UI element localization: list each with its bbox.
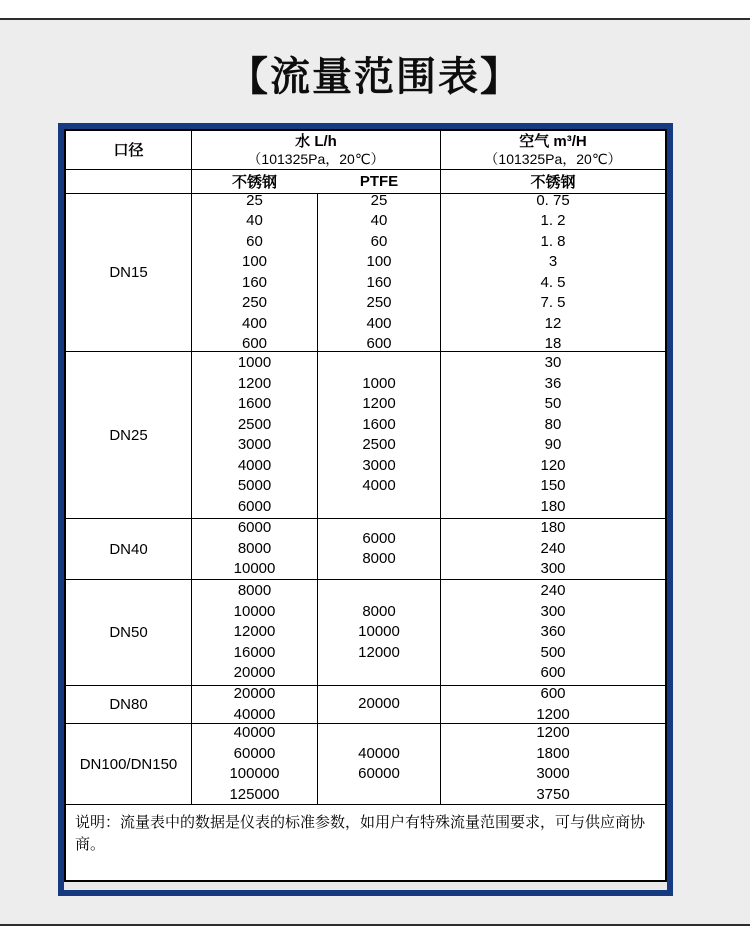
value: 7. 5	[540, 294, 566, 311]
value: 1. 2	[540, 212, 566, 229]
value: 1200	[536, 724, 570, 741]
ptfe-values	[318, 352, 440, 518]
ptfe-values	[318, 724, 440, 804]
table-row-dn50	[66, 580, 665, 686]
value: 80	[544, 415, 562, 433]
table-row-dn15	[66, 191, 665, 352]
value: 40	[246, 212, 263, 229]
value: 30	[544, 354, 562, 371]
value: 600	[241, 335, 268, 352]
value: 1000	[237, 354, 272, 371]
water-stainless-cell	[191, 191, 317, 352]
page-background	[0, 18, 750, 926]
header-air-condition: （101325Pa，20℃）	[484, 151, 622, 167]
value: 60000	[233, 744, 276, 762]
value: 1600	[237, 395, 272, 412]
ptfe-cell	[317, 686, 440, 723]
water-stainless-cell	[191, 352, 317, 518]
value: 125000	[229, 785, 280, 803]
value: 20000	[233, 685, 276, 702]
header-water-group	[191, 131, 440, 169]
dn-label: DN80	[109, 696, 148, 713]
value: 10000	[233, 602, 276, 620]
value: 2500	[237, 415, 272, 433]
page-title: 【流量范围表】	[228, 55, 522, 99]
value: 240	[540, 582, 566, 600]
value: 8000	[362, 550, 396, 567]
water-stainless-cell	[191, 724, 317, 804]
dn-cell	[66, 519, 191, 579]
value: 1600	[362, 415, 396, 433]
value: 36	[544, 374, 562, 392]
value: 6000	[362, 529, 396, 547]
value: 160	[241, 273, 268, 291]
value: 360	[540, 623, 566, 641]
air-stainless-values	[441, 724, 665, 804]
value: 40000	[358, 744, 400, 762]
value: 3000	[536, 765, 570, 782]
table-header-row	[66, 131, 665, 170]
dn-label: DN15	[109, 264, 148, 281]
air-stainless-values	[441, 686, 665, 723]
water-stainless-cell	[191, 519, 317, 579]
table-subheader-row	[66, 170, 665, 194]
ptfe-cell	[317, 580, 440, 685]
value: 8000	[362, 602, 396, 620]
value: 3750	[536, 785, 570, 803]
value: 20000	[233, 664, 276, 682]
air-stainless-cell	[440, 724, 665, 804]
value: 3000	[237, 436, 272, 453]
ptfe-values	[318, 519, 440, 579]
value: 40	[370, 212, 388, 229]
header-diameter	[66, 131, 191, 169]
water-stainless-values	[192, 724, 317, 804]
dn-cell	[66, 686, 191, 723]
value: 2500	[362, 436, 396, 453]
header-diameter-label: 口径	[113, 141, 144, 159]
water-stainless-cell	[191, 686, 317, 723]
air-stainless-values	[441, 352, 665, 518]
dn-cell	[66, 352, 191, 518]
value: 150	[540, 477, 566, 494]
value: 10000	[358, 623, 400, 641]
subheader-empty	[66, 170, 191, 193]
air-stainless-values	[441, 519, 665, 579]
dn-label: DN50	[109, 624, 148, 641]
value: 6000	[237, 519, 272, 537]
value: 10000	[233, 560, 276, 578]
value: 1200	[237, 374, 272, 392]
water-stainless-values	[192, 191, 317, 352]
subheader-air-stainless-label: 不锈钢	[530, 174, 576, 191]
value: 16000	[233, 643, 276, 661]
header-water-title: 水 L/h	[295, 133, 337, 150]
value: 240	[540, 539, 566, 557]
value: 25	[246, 191, 263, 209]
header-air-group	[440, 131, 665, 169]
subheader-water-stainless-label: 不锈钢	[231, 174, 277, 191]
value: 40000	[233, 705, 276, 723]
value: 160	[366, 273, 392, 291]
value: 600	[540, 685, 566, 702]
air-stainless-values	[441, 191, 665, 352]
value: 400	[241, 314, 268, 332]
value: 250	[366, 294, 392, 311]
value: 180	[540, 519, 566, 537]
ptfe-values	[318, 580, 440, 685]
table-note: 说明：流量表中的数据是仪表的标准参数，如用户有特殊流量范围要求，可与供应商协商。	[75, 814, 646, 853]
value: 600	[366, 335, 392, 352]
value: 20000	[358, 695, 400, 713]
header-air-title: 空气 m³/H	[519, 133, 587, 150]
value: 3000	[362, 456, 396, 474]
value: 60	[370, 232, 388, 250]
value: 120	[540, 456, 566, 474]
value: 8000	[237, 582, 272, 600]
ptfe-cell	[317, 352, 440, 518]
ptfe-cell	[317, 724, 440, 804]
value: 1000	[362, 374, 396, 392]
value: 4000	[237, 456, 272, 474]
air-stainless-cell	[440, 352, 665, 518]
value: 1200	[536, 705, 570, 723]
value: 8000	[237, 539, 272, 557]
value: 4000	[362, 477, 396, 494]
value: 18	[544, 335, 562, 352]
water-stainless-cell	[191, 580, 317, 685]
table-row-dn80	[66, 686, 665, 724]
value: 1200	[362, 395, 396, 412]
air-stainless-cell	[440, 686, 665, 723]
value: 300	[540, 602, 566, 620]
value: 100	[241, 253, 268, 270]
value: 500	[540, 643, 566, 661]
value: 5000	[237, 477, 272, 494]
dn-cell	[66, 580, 191, 685]
value: 90	[544, 436, 562, 453]
top-white-strip	[0, 0, 750, 18]
air-stainless-cell	[440, 519, 665, 579]
table-row-dn25	[66, 352, 665, 519]
flow-range-table	[64, 129, 667, 882]
ptfe-values	[318, 686, 440, 723]
water-stainless-values	[192, 580, 317, 685]
value: 100	[366, 253, 392, 270]
note-row	[66, 805, 665, 880]
ptfe-cell	[317, 519, 440, 579]
air-stainless-cell	[440, 191, 665, 352]
value: 40000	[233, 724, 276, 741]
dn-label: DN40	[109, 540, 148, 558]
value: 4. 5	[540, 273, 566, 291]
value: 400	[366, 314, 392, 332]
dn-cell	[66, 194, 191, 351]
water-stainless-values	[192, 519, 317, 579]
air-stainless-values	[441, 580, 665, 685]
value: 180	[540, 497, 566, 515]
ptfe-values	[318, 191, 440, 352]
value: 100000	[229, 765, 280, 782]
value: 600	[540, 664, 566, 682]
value: 300	[540, 560, 566, 578]
dn-cell	[66, 724, 191, 804]
dn-label: DN100/DN150	[79, 755, 178, 773]
value: 12000	[233, 623, 276, 641]
value: 0. 75	[536, 191, 570, 209]
value: 25	[370, 191, 388, 209]
water-stainless-values	[192, 686, 317, 723]
table-row-dn40	[66, 519, 665, 580]
table-frame	[58, 123, 673, 896]
value: 50	[544, 395, 562, 412]
value: 60000	[358, 765, 400, 782]
air-stainless-cell	[440, 580, 665, 685]
value: 1. 8	[540, 232, 566, 250]
table-row-dn100-dn150	[66, 724, 665, 805]
value: 6000	[237, 497, 272, 515]
value: 60	[246, 232, 263, 250]
value: 3	[548, 253, 558, 270]
header-water-condition: （101325Pa，20℃）	[247, 151, 385, 167]
dn-label: DN25	[109, 426, 148, 444]
value: 12000	[358, 643, 400, 661]
value: 1800	[536, 744, 570, 762]
ptfe-cell	[317, 191, 440, 352]
flow-table-body	[66, 191, 665, 805]
subheader-ptfe-label: PTFE	[359, 173, 399, 190]
value: 12	[544, 314, 562, 332]
value: 250	[241, 294, 268, 311]
water-stainless-values	[192, 352, 317, 518]
